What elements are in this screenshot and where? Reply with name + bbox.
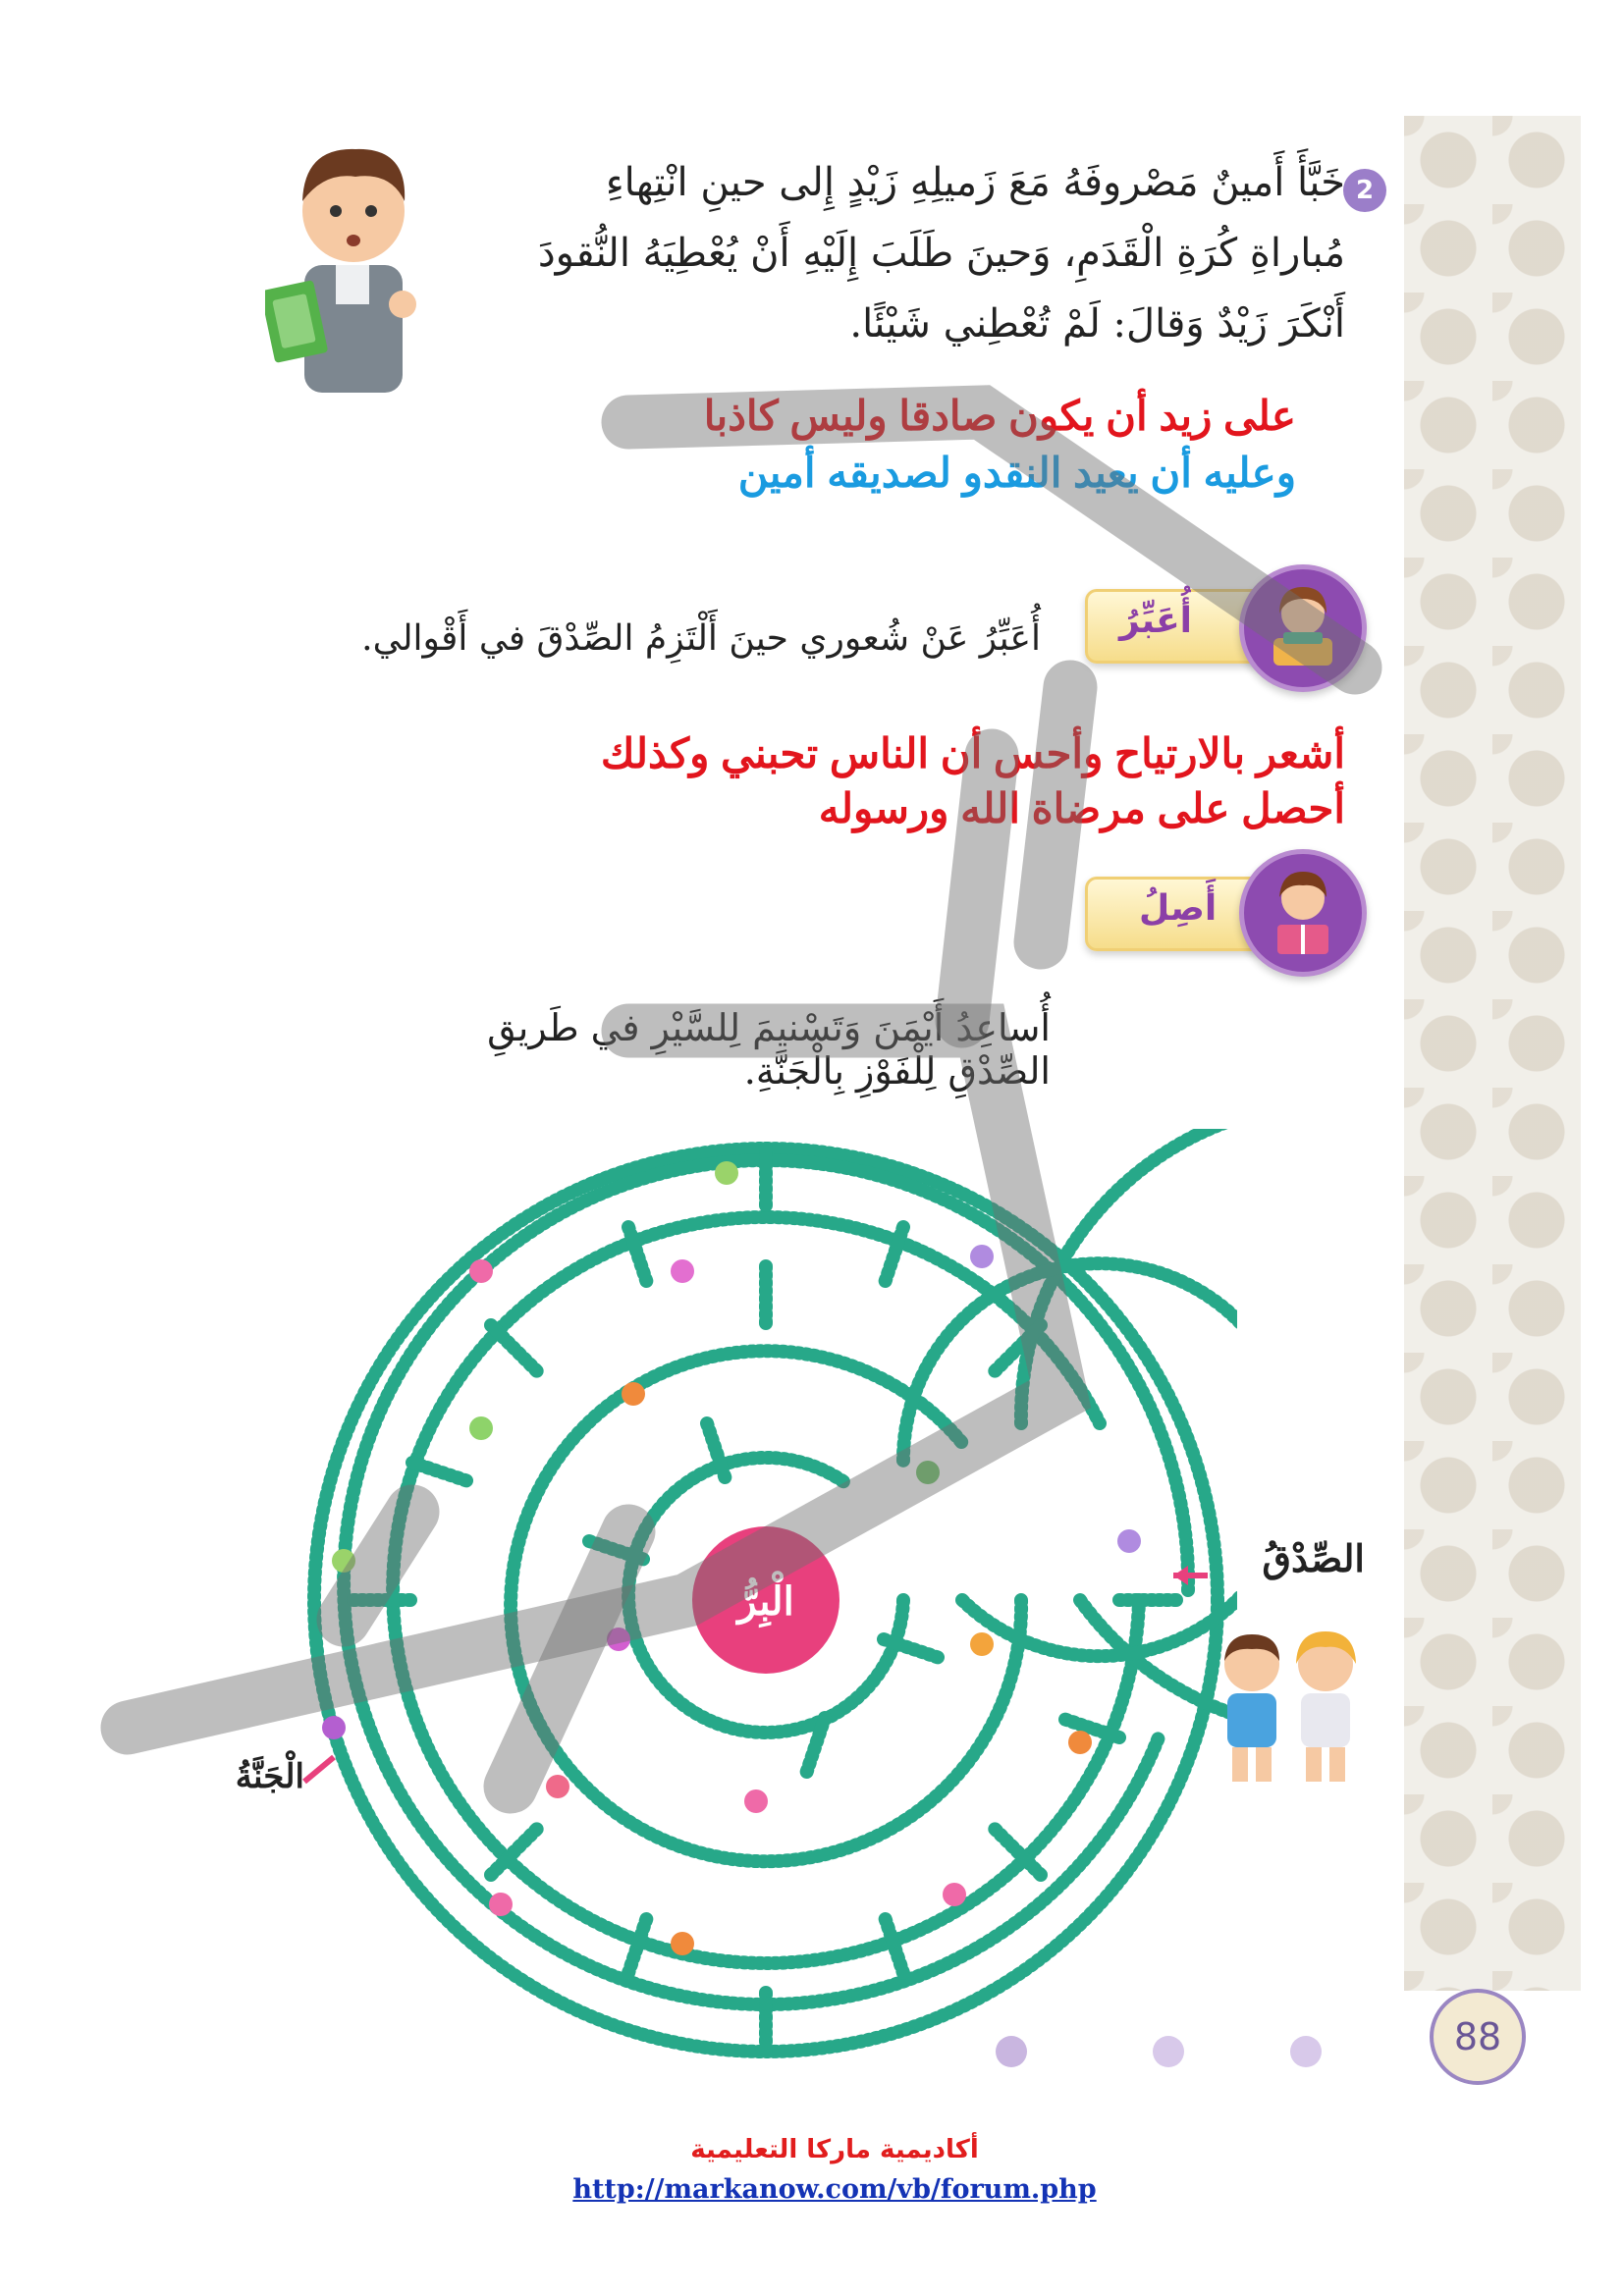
maze-start-label: الصِّدْقُ	[1262, 1536, 1365, 1580]
start-arrowhead	[1173, 1566, 1188, 1585]
connect-badge-label: أَصِلُ	[1139, 888, 1218, 929]
circular-maze	[295, 1129, 1237, 2071]
footer	[491, 2135, 1178, 2205]
answer-one-line2: وعليه أن يعيد النقدو لصديقه أمين	[737, 450, 1296, 496]
question-line: مُباراةِ كُرَةِ الْقَدَمِ، وَحينَ طَلَبَ إِلَيْهِ أَنْ يُعْطِيَهُ النُّقودَ	[537, 231, 1345, 276]
footer-organization: أكاديمية ماركا التعليمية	[690, 2135, 979, 2164]
answer-one-line1: على زيد أن يكون صادقا وليس كاذبا	[703, 393, 1296, 439]
connect-prompt: أُساعِدُ أَيْمَنَ وَتَسْنيمَ لِلسَّيْرِ في طَريقِ الصِّدْقِ لِلْفَوْزِ بِالْجَنَّةِ.	[487, 1006, 1051, 1093]
connect-badge-boy-icon	[1239, 849, 1367, 977]
answer-two	[471, 726, 1345, 836]
two-children-illustration	[1203, 1620, 1375, 1791]
girl-reading-icon	[1244, 569, 1362, 687]
express-badge-girl-icon	[1239, 564, 1367, 692]
footer-link[interactable]: http://markanow.com/vb/forum.php	[572, 2174, 1097, 2205]
question-line: خَبَّأَ أَمينٌ مَصْروفَهُ مَعَ زَميلِهِ زَيْدٍ إِلى حينِ انْتِهاءِ	[605, 160, 1345, 205]
maze-end-label: الْجَنَّةُ	[235, 1757, 304, 1796]
boy-with-book-icon	[1244, 854, 1362, 972]
boy-holding-money-illustration	[265, 118, 437, 402]
answer-one	[589, 388, 1296, 502]
answer-two-line1: أشعر بالارتياح وأحس أن الناس تحبني وكذلك	[600, 730, 1345, 776]
question-line: أَنْكَرَ زَيْدٌ وَقالَ: لَمْ تُعْطِني شَيْئًا.	[849, 301, 1345, 347]
express-prompt: أُعَبِّرُ عَنْ شُعوري حينَ أَلْتَزِمُ الصِّدْقَ في أَقْوالي.	[361, 618, 1041, 659]
question-number-badge: 2	[1343, 169, 1386, 212]
page-number: 88	[1430, 1989, 1526, 2085]
answer-two-line2: أحصل على مرضاة الله ورسوله	[818, 785, 1345, 831]
question-text	[432, 147, 1345, 359]
end-arrow	[304, 1757, 334, 1782]
side-pattern-band	[1404, 116, 1581, 1991]
page-number-ornament	[1404, 1963, 1551, 2110]
maze-center-label: الْبِرُّ	[737, 1578, 794, 1625]
express-badge-label: أُعَبِّرُ	[1119, 601, 1193, 641]
decorative-ornaments	[982, 2032, 1375, 2071]
